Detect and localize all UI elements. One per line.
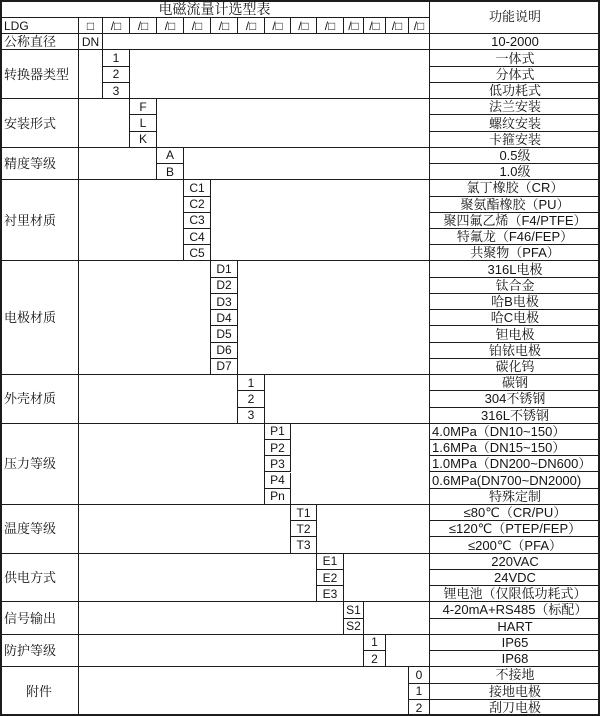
empty-cell: [79, 148, 157, 180]
option-code: P2: [265, 440, 291, 456]
empty-cell: [79, 602, 344, 634]
option-desc: 24VDC: [430, 570, 600, 586]
option-code: 1: [238, 375, 265, 391]
option-code: T1: [291, 505, 317, 521]
empty-cell: [157, 99, 430, 148]
option-desc: 哈C电极: [430, 310, 600, 326]
option-code: A: [157, 148, 184, 164]
option-desc: 316L不锈钢: [430, 408, 600, 424]
option-desc: 220VAC: [430, 554, 600, 570]
option-code: 1: [409, 684, 430, 700]
option-desc: 特氟龙（F46/FEP）: [430, 229, 600, 245]
option-desc: 螺纹安装: [430, 115, 600, 131]
model-slot-box: /□: [130, 18, 157, 34]
empty-cell: [79, 180, 184, 261]
model-slot-box: /□: [364, 18, 386, 34]
category-label: 精度等级: [0, 148, 79, 180]
empty-cell: [79, 667, 409, 716]
option-code: 2: [409, 700, 430, 716]
option-desc: 刮刀电极: [488, 700, 541, 716]
option-desc: 哈B电极: [430, 294, 600, 310]
model-slot-box: /□: [211, 18, 238, 34]
model-slot-box: /□: [265, 18, 291, 34]
option-desc: HART: [430, 619, 600, 635]
model-slot-box: /□: [157, 18, 184, 34]
option-desc: 10-2000: [430, 34, 600, 50]
model-slot-box: /□: [409, 18, 430, 34]
option-desc: 304不锈钢: [430, 391, 600, 407]
model-slot-box: /□: [317, 18, 344, 34]
category-label: 附件: [0, 667, 79, 716]
option-code: C1: [184, 180, 211, 196]
option-desc: 接地电极: [430, 684, 600, 700]
option-desc: 聚四氟乙烯（F4/PTFE）: [430, 213, 600, 229]
option-desc: 不接地: [430, 667, 600, 683]
empty-cell: [317, 505, 430, 554]
category-label: 供电方式: [0, 554, 79, 603]
option-code: T2: [291, 521, 317, 537]
category-label: 外壳材质: [0, 375, 79, 424]
category-label: 衬里材质: [0, 180, 79, 261]
empty-cell: [79, 554, 317, 603]
option-desc: 钽电极: [430, 326, 600, 342]
option-code: E3: [317, 586, 344, 602]
option-desc: 低功耗式: [430, 83, 600, 99]
option-code: D3: [211, 294, 238, 310]
model-slot-box: /□: [184, 18, 211, 34]
option-desc: 聚氨酯橡胶（PU）: [430, 197, 600, 213]
option-code: T3: [291, 537, 317, 553]
option-desc: IP68: [430, 651, 600, 667]
model-slot-box: /□: [291, 18, 317, 34]
option-code: S2: [344, 619, 364, 635]
option-code: D6: [211, 343, 238, 359]
option-desc: 4.0MPa（DN10~150）: [430, 424, 600, 440]
option-desc: 铂铱电极: [430, 343, 600, 359]
function-description-header: 功能说明: [430, 0, 600, 34]
option-code: DN: [79, 34, 103, 50]
category-label: 转换器类型: [0, 50, 79, 99]
option-desc: 分体式: [430, 67, 600, 83]
model-prefix: LDG: [0, 18, 79, 34]
option-code: D1: [211, 261, 238, 277]
empty-cell: [344, 554, 430, 603]
option-code: 3: [103, 83, 130, 99]
option-code: E2: [317, 570, 344, 586]
option-code: C2: [184, 197, 211, 213]
option-desc: ≤120℃（PTEP/FEP）: [430, 521, 600, 537]
option-desc: ≤80℃（CR/PU）: [430, 505, 600, 521]
option-code: D2: [211, 278, 238, 294]
category-label: 压力等级: [0, 424, 79, 505]
option-code: B: [157, 164, 184, 180]
option-desc: ≤200℃（PFA）: [430, 537, 600, 553]
option-code: K: [130, 132, 157, 148]
option-code: 1: [103, 50, 130, 66]
option-desc: 卡箍安装: [430, 132, 600, 148]
model-slot-box: /□: [386, 18, 409, 34]
option-desc: 氯丁橡胶（CR）: [430, 180, 600, 196]
option-desc: 0.6MPa(DN700~DN2000): [430, 473, 600, 489]
option-desc: 1.0MPa（DN200~DN600）: [430, 456, 600, 472]
category-label: 公称直径: [0, 34, 79, 50]
option-code: C5: [184, 245, 211, 261]
empty-cell: [386, 635, 430, 667]
option-code: P3: [265, 456, 291, 472]
option-code: 2: [103, 67, 130, 83]
empty-cell: [130, 50, 430, 99]
option-code: F: [130, 99, 157, 115]
empty-cell: [265, 375, 430, 424]
empty-cell: [79, 375, 238, 424]
option-code: Pn: [265, 489, 291, 505]
option-desc: 1.6MPa（DN15~150）: [430, 440, 600, 456]
empty-cell: [211, 180, 430, 261]
model-first-slot-box: □: [79, 18, 103, 34]
category-label: 安装形式: [0, 99, 79, 148]
option-code: C4: [184, 229, 211, 245]
option-code: 1: [364, 635, 386, 651]
option-desc: 4-20mA+RS485（标配）: [430, 602, 600, 618]
category-label: 信号输出: [0, 602, 79, 634]
empty-cell: [291, 424, 430, 505]
option-code: 2: [238, 391, 265, 407]
option-desc: 法兰安装: [430, 99, 600, 115]
category-label: 防护等级: [0, 635, 79, 667]
category-label: 温度等级: [0, 505, 79, 554]
option-desc: 钛合金: [430, 278, 600, 294]
option-code: D4: [211, 310, 238, 326]
option-code: D5: [211, 326, 238, 342]
option-code: L: [130, 115, 157, 131]
option-code: S1: [344, 602, 364, 618]
option-desc: 1.0级: [430, 164, 600, 180]
option-desc: 316L电极: [430, 261, 600, 277]
option-code: 0: [409, 667, 430, 683]
table-title: 电磁流量计选型表: [0, 0, 430, 18]
empty-cell: [238, 261, 430, 375]
option-code: P1: [265, 424, 291, 440]
model-slot-box: /□: [238, 18, 265, 34]
option-code: 3: [238, 408, 265, 424]
option-desc: 碳化钨: [430, 359, 600, 375]
option-desc: 共聚物（PFA）: [430, 245, 600, 261]
option-desc: IP65: [430, 635, 600, 651]
option-code: 2: [364, 651, 386, 667]
option-desc: 一体式: [430, 50, 600, 66]
empty-cell: [79, 424, 265, 505]
option-code: D7: [211, 359, 238, 375]
empty-cell: [79, 99, 130, 148]
option-code: E1: [317, 554, 344, 570]
model-slot-box: /□: [103, 18, 130, 34]
model-slot-box: /□: [344, 18, 364, 34]
option-desc: 碳钢: [430, 375, 600, 391]
empty-cell: [79, 635, 364, 667]
empty-cell: [103, 34, 430, 50]
empty-cell: [79, 50, 103, 99]
option-desc: 特殊定制: [430, 489, 600, 505]
empty-cell: [79, 261, 211, 375]
option-desc: 锂电池（仅限低功耗式）: [430, 586, 600, 602]
option-code: C3: [184, 213, 211, 229]
empty-cell: [184, 148, 430, 180]
option-code: P4: [265, 473, 291, 489]
empty-cell: [79, 505, 291, 554]
empty-cell: [364, 602, 430, 634]
option-desc: 0.5级: [430, 148, 600, 164]
category-label: 电极材质: [0, 261, 79, 375]
